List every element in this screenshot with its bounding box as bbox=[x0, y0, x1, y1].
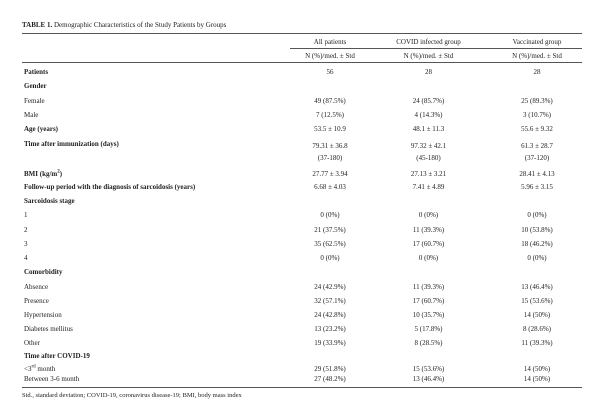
row-label-lt3-month bbox=[24, 365, 55, 373]
cell-male-vacc: 3 (10.7%) bbox=[523, 111, 551, 119]
cell-other-vacc: 11 (39.3%) bbox=[521, 339, 553, 347]
cell-patients-all: 56 bbox=[326, 68, 334, 76]
lt3-label-sup: rd bbox=[31, 364, 36, 370]
bmi-label-sup: 2 bbox=[57, 169, 60, 175]
cell-stage3-all: 35 (62.5%) bbox=[314, 240, 346, 248]
cell-btw-vacc: 14 (50%) bbox=[523, 375, 551, 383]
cell-btw-covid: 13 (46.4%) bbox=[412, 375, 445, 383]
cell-hypertension-covid: 10 (35.7%) bbox=[412, 311, 445, 319]
cell-presence-all: 32 (57.1%) bbox=[314, 297, 346, 305]
cell-stage4-all: 0 (0%) bbox=[320, 254, 340, 262]
row-label-gender: Gender bbox=[24, 82, 47, 90]
row-label-between-3-6: Between 3-6 month bbox=[24, 375, 80, 383]
cell-male-covid: 4 (14.3%) bbox=[414, 111, 443, 119]
cell-stage3-vacc: 18 (46.2%) bbox=[521, 240, 553, 248]
row-label-male: Male bbox=[24, 111, 39, 119]
header-stat-all: N (%)/med. ± Std bbox=[305, 52, 355, 60]
cell-stage3-covid: 17 (60.7%) bbox=[412, 240, 445, 248]
row-label-bmi bbox=[24, 170, 62, 178]
cell-age-covid: 48.1 ± 11.3 bbox=[412, 125, 445, 133]
cell-diabetes-vacc: 8 (28.6%) bbox=[523, 325, 551, 333]
cell-age-all: 53.5 ± 10.9 bbox=[314, 125, 346, 133]
table-title: Demographic Characteristics of the Study Patients by Groups bbox=[53, 21, 227, 29]
cell-absence-all: 24 (42.9%) bbox=[314, 283, 346, 291]
cell-lt3-covid: 15 (53.6%) bbox=[412, 365, 445, 373]
cell-presence-vacc: 15 (53.6%) bbox=[521, 297, 553, 305]
cell-time-immun-vacc: 61.3 ± 28.7 bbox=[521, 142, 553, 150]
row-label-stage-1: 1 bbox=[24, 211, 28, 219]
row-label-time-immunization: Time after immunization (days) bbox=[24, 140, 119, 148]
cell-absence-covid: 11 (39.3%) bbox=[412, 283, 445, 291]
cell-other-all: 19 (33.9%) bbox=[314, 339, 346, 347]
header-rule bbox=[22, 62, 582, 63]
row-label-followup: Follow-up period with the diagnosis of sarcoidosis (years) bbox=[24, 183, 196, 191]
cell-bmi-all: 27.77 ± 3.94 bbox=[312, 170, 348, 178]
table-caption bbox=[22, 21, 226, 29]
cell-age-vacc: 55.6 ± 9.32 bbox=[521, 125, 553, 133]
cell-absence-vacc: 13 (46.4%) bbox=[521, 283, 553, 291]
cell-patients-covid: 28 bbox=[425, 68, 432, 76]
row-label-hypertension: Hypertension bbox=[24, 311, 62, 319]
cell-hypertension-vacc: 14 (50%) bbox=[523, 311, 551, 319]
cell-diabetes-all: 13 (23.2%) bbox=[314, 325, 346, 333]
top-rule bbox=[22, 33, 582, 34]
cell-lt3-all: 29 (51.8%) bbox=[314, 365, 346, 373]
cell-stage2-all: 21 (37.5%) bbox=[314, 226, 346, 234]
cell-time-immun-covid: 97.32 ± 42.1 bbox=[410, 142, 447, 150]
cell-patients-vacc: 28 bbox=[533, 68, 541, 76]
row-label-stage-2: 2 bbox=[24, 226, 28, 234]
cell-time-immun-all-range: (37-180) bbox=[317, 154, 343, 162]
cell-stage4-vacc: 0 (0%) bbox=[527, 254, 547, 262]
header-sub-rule bbox=[290, 48, 582, 49]
header-stat-covid: N (%)/med. ± Std bbox=[403, 52, 454, 60]
header-vaccinated-group: Vaccinated group bbox=[512, 38, 562, 46]
cell-time-immun-vacc-range: (37-120) bbox=[524, 154, 550, 162]
row-label-diabetes: Diabetes mellitus bbox=[24, 325, 73, 333]
cell-bmi-covid: 27.13 ± 3.21 bbox=[410, 170, 447, 178]
cell-followup-covid: 7.41 ± 4.89 bbox=[412, 183, 445, 191]
row-label-comorbidity: Comorbidity bbox=[24, 268, 63, 276]
table-footnote: Std., standard deviation; COVID-19, coronavirus disease-19; BMI, body mass index bbox=[22, 392, 242, 399]
cell-time-immun-all: 79.31 ± 36.8 bbox=[312, 142, 348, 150]
cell-stage1-covid: 0 (0%) bbox=[418, 211, 439, 219]
cell-followup-all: 6.68 ± 4.03 bbox=[314, 183, 346, 191]
header-covid-group: COVID infected group bbox=[396, 38, 461, 46]
row-label-patients: Patients bbox=[24, 68, 49, 76]
cell-stage4-covid: 0 (0%) bbox=[418, 254, 439, 262]
header-stat-vacc: N (%)/med. ± Std bbox=[512, 52, 562, 60]
bottom-rule bbox=[22, 387, 582, 388]
cell-stage2-vacc: 10 (53.8%) bbox=[521, 226, 553, 234]
bmi-label-text: BMI (kg/m bbox=[24, 170, 58, 178]
cell-bmi-vacc: 28.41 ± 4.13 bbox=[519, 170, 555, 178]
cell-stage2-covid: 11 (39.3%) bbox=[412, 226, 445, 234]
row-label-female: Female bbox=[24, 97, 45, 105]
row-label-stage-3: 3 bbox=[24, 240, 28, 248]
cell-time-immun-covid-range: (45-180) bbox=[416, 154, 441, 162]
row-label-absence: Absence bbox=[24, 283, 49, 291]
cell-hypertension-all: 24 (42.8%) bbox=[314, 311, 346, 319]
cell-female-covid: 24 (85.7%) bbox=[412, 97, 445, 105]
row-label-other: Other bbox=[24, 339, 40, 347]
cell-stage1-all: 0 (0%) bbox=[320, 211, 340, 219]
cell-other-covid: 8 (28.5%) bbox=[414, 339, 443, 347]
cell-diabetes-covid: 5 (17.8%) bbox=[414, 325, 443, 333]
cell-lt3-vacc: 14 (50%) bbox=[523, 365, 551, 373]
row-label-time-after-covid: Time after COVID-19 bbox=[24, 352, 90, 360]
row-label-age: Age (years) bbox=[24, 125, 59, 133]
lt3-label-end: month bbox=[35, 365, 56, 373]
cell-stage1-vacc: 0 (0%) bbox=[527, 211, 547, 219]
cell-female-vacc: 25 (89.3%) bbox=[521, 97, 553, 105]
header-all-patients: All patients bbox=[313, 38, 347, 46]
cell-btw-all: 27 (48.2%) bbox=[314, 375, 346, 383]
cell-presence-covid: 17 (60.7%) bbox=[412, 297, 445, 305]
lt3-label-text: <3 bbox=[24, 365, 32, 373]
row-label-stage-4: 4 bbox=[24, 254, 28, 262]
cell-female-all: 49 (87.5%) bbox=[314, 97, 346, 105]
table-number: TABLE 1. bbox=[22, 21, 53, 29]
bmi-label-end: ) bbox=[59, 170, 63, 178]
row-label-sarcoidosis-stage: Sarcoidosis stage bbox=[24, 197, 75, 205]
row-label-presence: Presence bbox=[24, 297, 49, 305]
cell-followup-vacc: 5.96 ± 3.15 bbox=[521, 183, 553, 191]
cell-male-all: 7 (12.5%) bbox=[316, 111, 344, 119]
